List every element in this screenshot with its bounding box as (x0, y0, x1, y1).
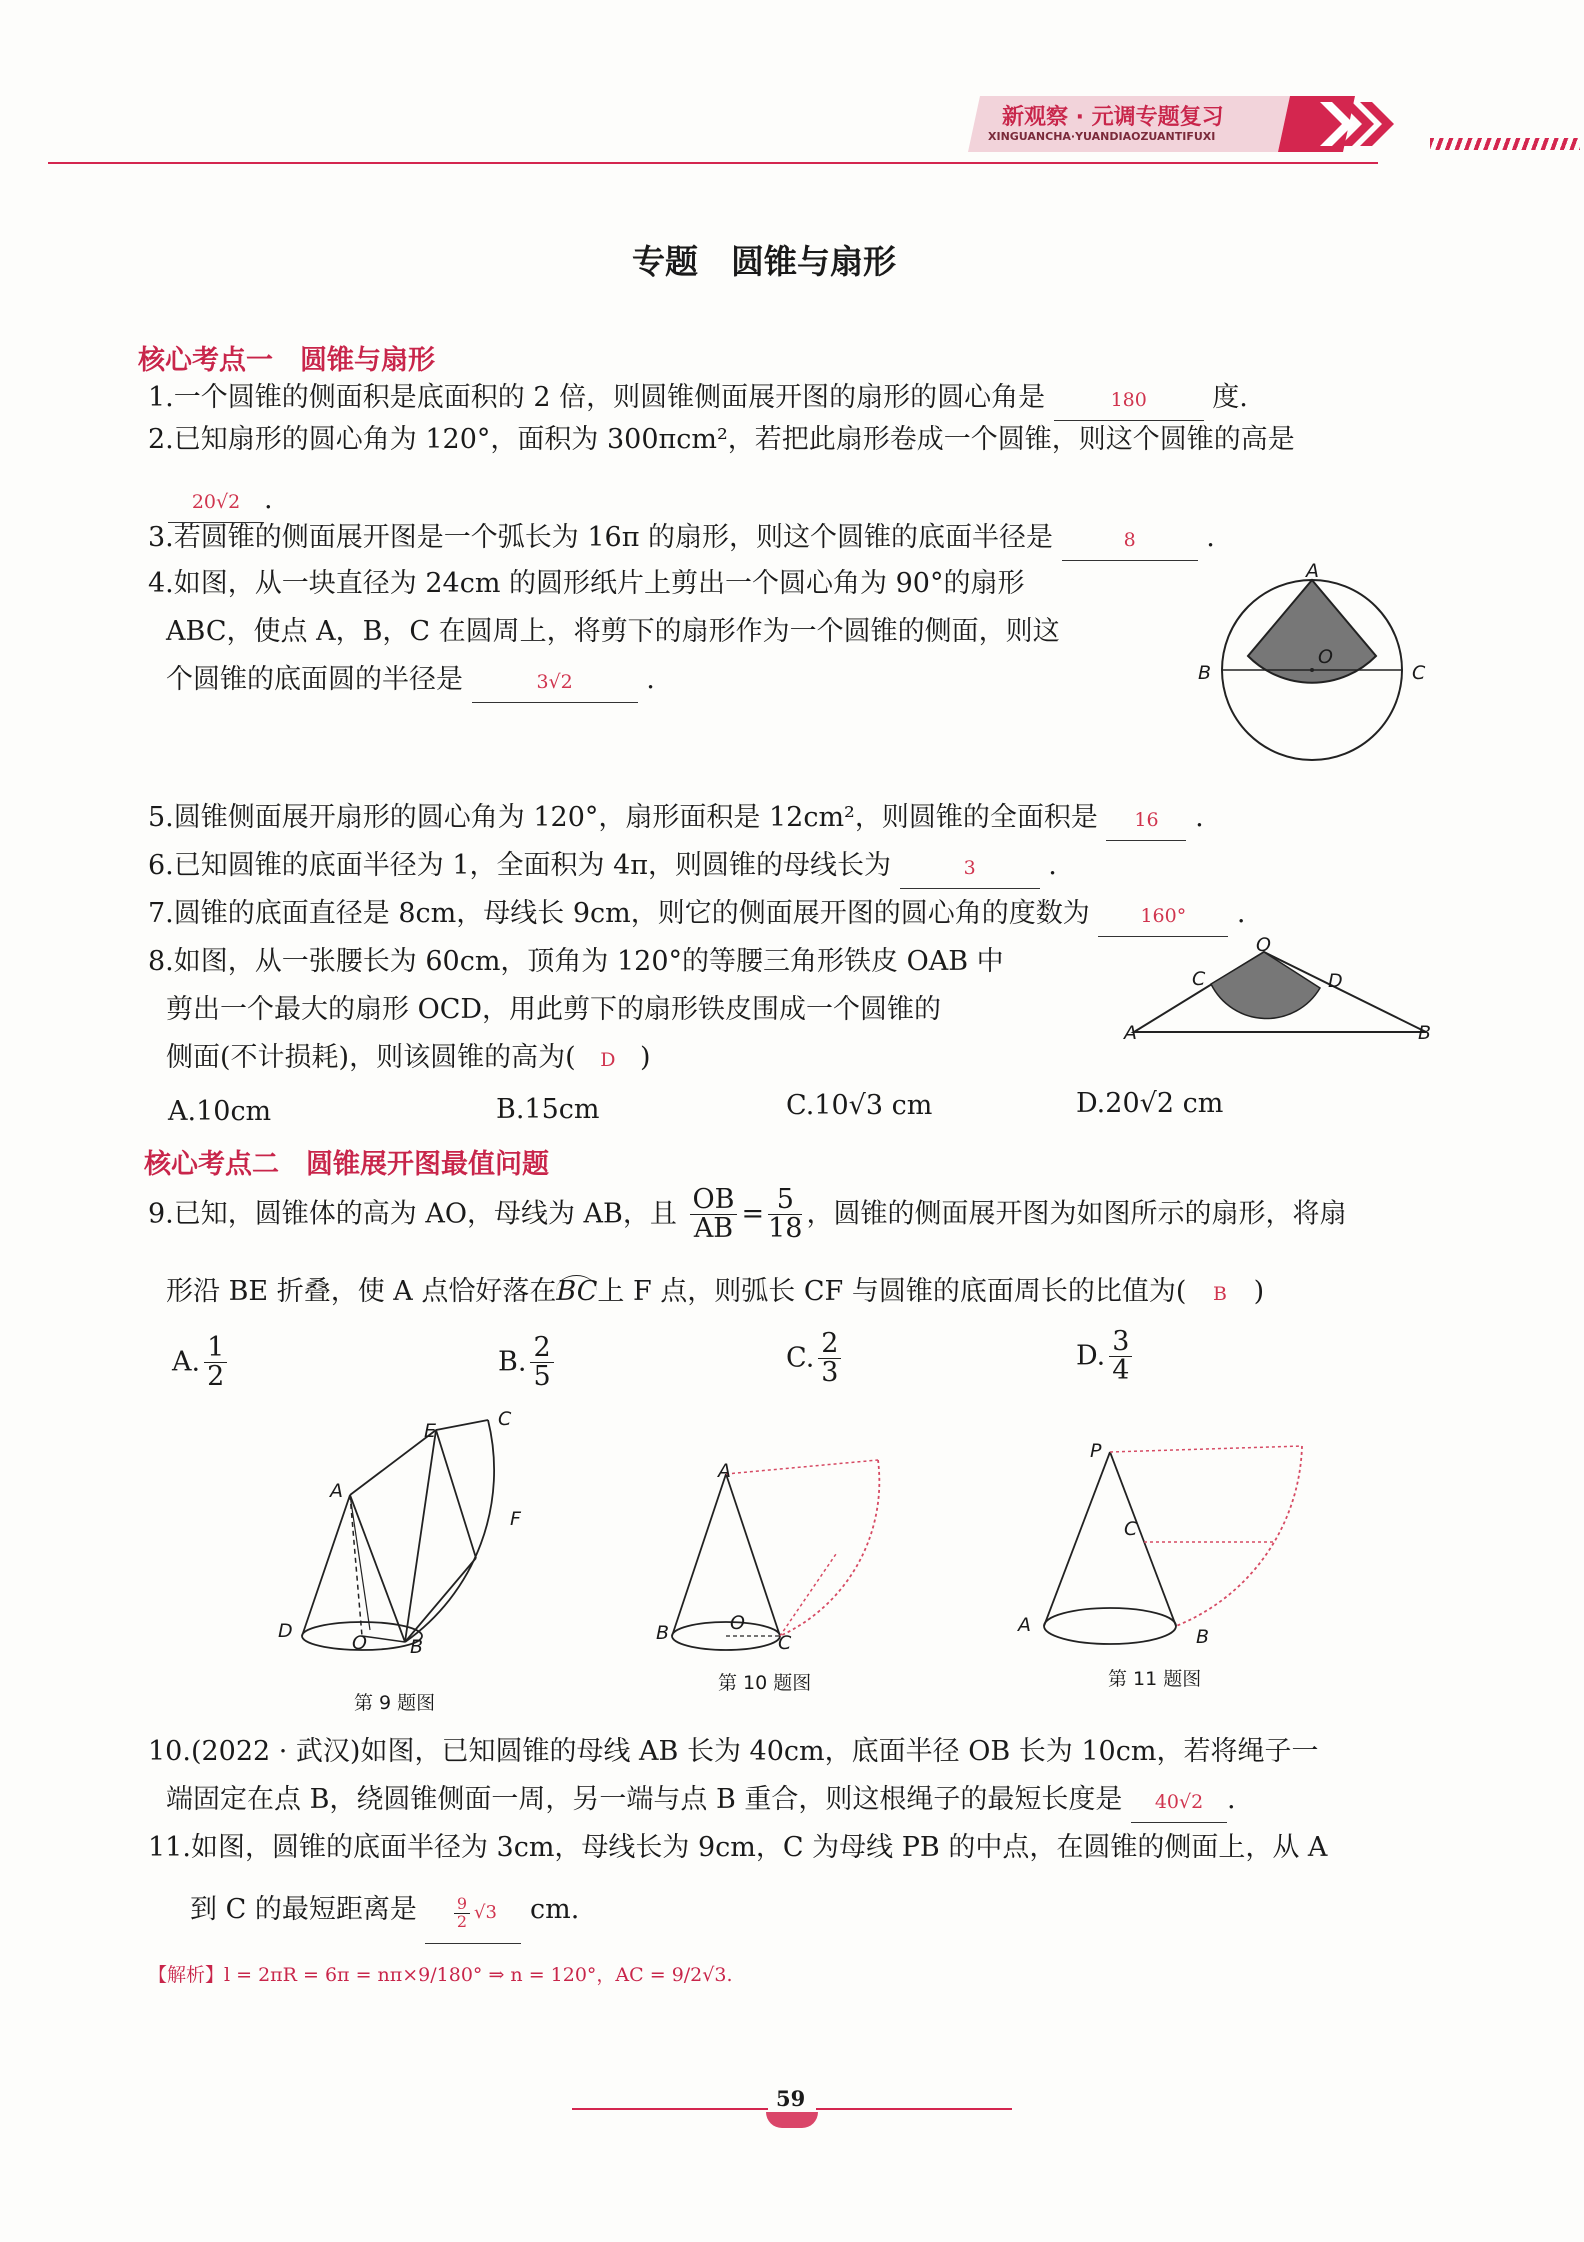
fig9-label-c: C (498, 1408, 512, 1430)
question-4-line3: 个圆锥的底面圆的半径是 3√2 . (166, 660, 655, 703)
answer-blank-1: 180 (1054, 380, 1204, 421)
header-rule (48, 162, 1378, 164)
figure-4 (1200, 560, 1430, 770)
q9-option-a: A. $\frac{1}{2}$ (172, 1334, 231, 1392)
question-11-line1: 11.如图，圆锥的底面半径为 3cm，母线长为 9cm，C 为母线 PB 的中点，在圆锥的侧面上，从 A (148, 1832, 1328, 1863)
figure-8 (1120, 940, 1440, 1050)
question-4-line2: ABC，使点 A，B，C 在圆周上，将剪下的扇形作为一个圆锥的侧面，则这 (166, 616, 1060, 647)
question-4-line1: 4.如图，从一块直径为 24cm 的圆形纸片上剪出一个圆心角为 90°的扇形 (148, 568, 1025, 599)
figure-9 (290, 1410, 550, 1670)
figure-11 (1020, 1430, 1320, 1660)
question-9-line1: 9.已知，圆锥体的高为 AO，母线为 AB，且 $\frac{OB}{AB}$ = $\frac{5}{18}$ ，圆锥的侧面展开图为如图所示的扇形，将扇 (148, 1184, 1347, 1245)
q9-value-fraction: $\frac{5}{18}$ (768, 1184, 803, 1245)
answer-blank-11: $\frac{9}{2}$ √3 (425, 1883, 521, 1944)
page-number: 59 (776, 2086, 806, 2111)
q8-option-b: B.15cm (496, 1094, 600, 1125)
question-10-line1: 10.(2022 · 武汉)如图，已知圆锥的母线 AB 长为 40cm，底面半径 OB 长为 10cm，若将绳子一 (148, 1736, 1319, 1767)
fig4-label-c: C (1412, 662, 1426, 684)
fig9-label-d: D (278, 1620, 293, 1642)
header-subtitle: XINGUANCHA·YUANDIAOZUANTIFUXI (988, 130, 1216, 143)
question-7: 7.圆锥的底面直径是 8cm，母线长 9cm，则它的侧面展开图的圆心角的度数为 160° . (148, 894, 1246, 937)
q8-option-d: D.20√2 cm (1076, 1088, 1224, 1119)
fig8-label-a: A (1124, 1022, 1137, 1044)
footer-ornament (766, 2112, 818, 2128)
answer-blank-6: 3 (900, 848, 1040, 889)
header-ticks (1430, 138, 1580, 150)
footer-rule-right (816, 2108, 1012, 2110)
q9-option-c: C. $\frac{2}{3}$ (786, 1330, 845, 1388)
answer-blank-3: 8 (1062, 520, 1198, 561)
q9-option-b: B. $\frac{2}{5}$ (498, 1334, 558, 1392)
header-badge (960, 96, 1430, 152)
question-10-line2: 端固定在点 B，绕圆锥侧面一周，另一端与点 B 重合，则这根绳子的最短长度是 40√2 . (166, 1780, 1236, 1823)
fig10-label-o: O (730, 1612, 745, 1634)
question-8-line1: 8.如图，从一张腰长为 60cm，顶角为 120°的等腰三角形铁皮 OAB 中 (148, 946, 1004, 977)
answer-9: B (1213, 1283, 1227, 1305)
page-title: 专题 圆锥与扇形 (632, 242, 896, 281)
fig8-label-o: O (1256, 934, 1271, 956)
question-1: 1.一个圆锥的侧面积是底面积的 2 倍，则圆锥侧面展开图的扇形的圆心角是 180 度. (148, 378, 1248, 421)
fig10-label-b: B (656, 1622, 670, 1644)
header-title: 新观察 · 元调专题复习 (1002, 105, 1224, 130)
answer-blank-5: 16 (1106, 800, 1186, 841)
solution-note: 【解析】l = 2πR = 6π = nπ×9/180° ⇒ n = 120°，AC = 9/2√3. (148, 1964, 733, 1986)
fig4-label-b: B (1198, 662, 1212, 684)
answer-blank-4: 3√2 (472, 662, 638, 703)
fig8-label-c: C (1192, 968, 1206, 990)
question-8-line2: 剪出一个最大的扇形 OCD，用此剪下的扇形铁皮围成一个圆锥的 (166, 994, 942, 1025)
arc-bc: BC (556, 1276, 598, 1307)
fig11-label-b: B (1196, 1626, 1210, 1648)
fig8-label-b: B (1418, 1022, 1432, 1044)
fig4-label-o: O (1318, 646, 1333, 668)
fig11-caption: 第 11 题图 (1108, 1668, 1202, 1690)
question-11-line2: 到 C 的最短距离是 $\frac{9}{2}$ √3 cm. (190, 1880, 579, 1944)
fig11-label-a: A (1018, 1614, 1031, 1636)
answer-8: D (600, 1049, 616, 1071)
fig10-caption: 第 10 题图 (718, 1672, 812, 1694)
q8-option-c: C.10√3 cm (786, 1090, 933, 1121)
answer-blank-2: 20√2 (168, 482, 264, 523)
fig8-label-d: D (1328, 970, 1343, 992)
question-2-answer-line: 20√2 . (168, 480, 273, 523)
fig10-label-a: A (718, 1460, 731, 1482)
question-2: 2.已知扇形的圆心角为 120°，面积为 300πcm²，若把此扇形卷成一个圆锥，则这个圆锥的高是 (148, 424, 1295, 455)
fig9-caption: 第 9 题图 (354, 1692, 436, 1714)
answer-blank-7: 160° (1098, 896, 1228, 937)
question-8-line3: 侧面(不计损耗)，则该圆锥的高为( D ) (166, 1042, 651, 1073)
fig4-label-a: A (1306, 560, 1319, 582)
footer-rule-left (572, 2108, 768, 2110)
q8-option-a: A.10cm (168, 1096, 272, 1127)
q9-option-d: D. $\frac{3}{4}$ (1076, 1328, 1136, 1386)
question-9-line2: 形沿 BE 折叠，使 A 点恰好落在BC上 F 点，则弧长 CF 与圆锥的底面周长的比值为( B ) (166, 1276, 1265, 1307)
q9-ratio-fraction: $\frac{OB}{AB}$ (690, 1186, 738, 1244)
section-2-heading: 核心考点二 圆锥展开图最值问题 (144, 1149, 549, 1180)
fig9-label-f: F (510, 1508, 521, 1530)
question-6: 6.已知圆锥的底面半径为 1，全面积为 4π，则圆锥的母线长为 3 . (148, 846, 1057, 889)
fig9-label-o: O (352, 1632, 367, 1654)
fig11-label-p: P (1090, 1440, 1102, 1462)
question-5: 5.圆锥侧面展开扇形的圆心角为 120°，扇形面积是 12cm²，则圆锥的全面积是 16 . (148, 798, 1204, 841)
fig9-label-e: E (424, 1420, 437, 1442)
fig11-label-c: C (1124, 1518, 1138, 1540)
fig9-label-a: A (330, 1480, 343, 1502)
answer-blank-10: 40√2 (1131, 1782, 1227, 1823)
question-3: 3.若圆锥的侧面展开图是一个弧长为 16π 的扇形，则这个圆锥的底面半径是 8 . (148, 518, 1215, 561)
section-1-heading: 核心考点一 圆锥与扇形 (138, 345, 435, 376)
fig9-label-b: B (410, 1636, 424, 1658)
fig10-label-c: C (778, 1632, 792, 1654)
